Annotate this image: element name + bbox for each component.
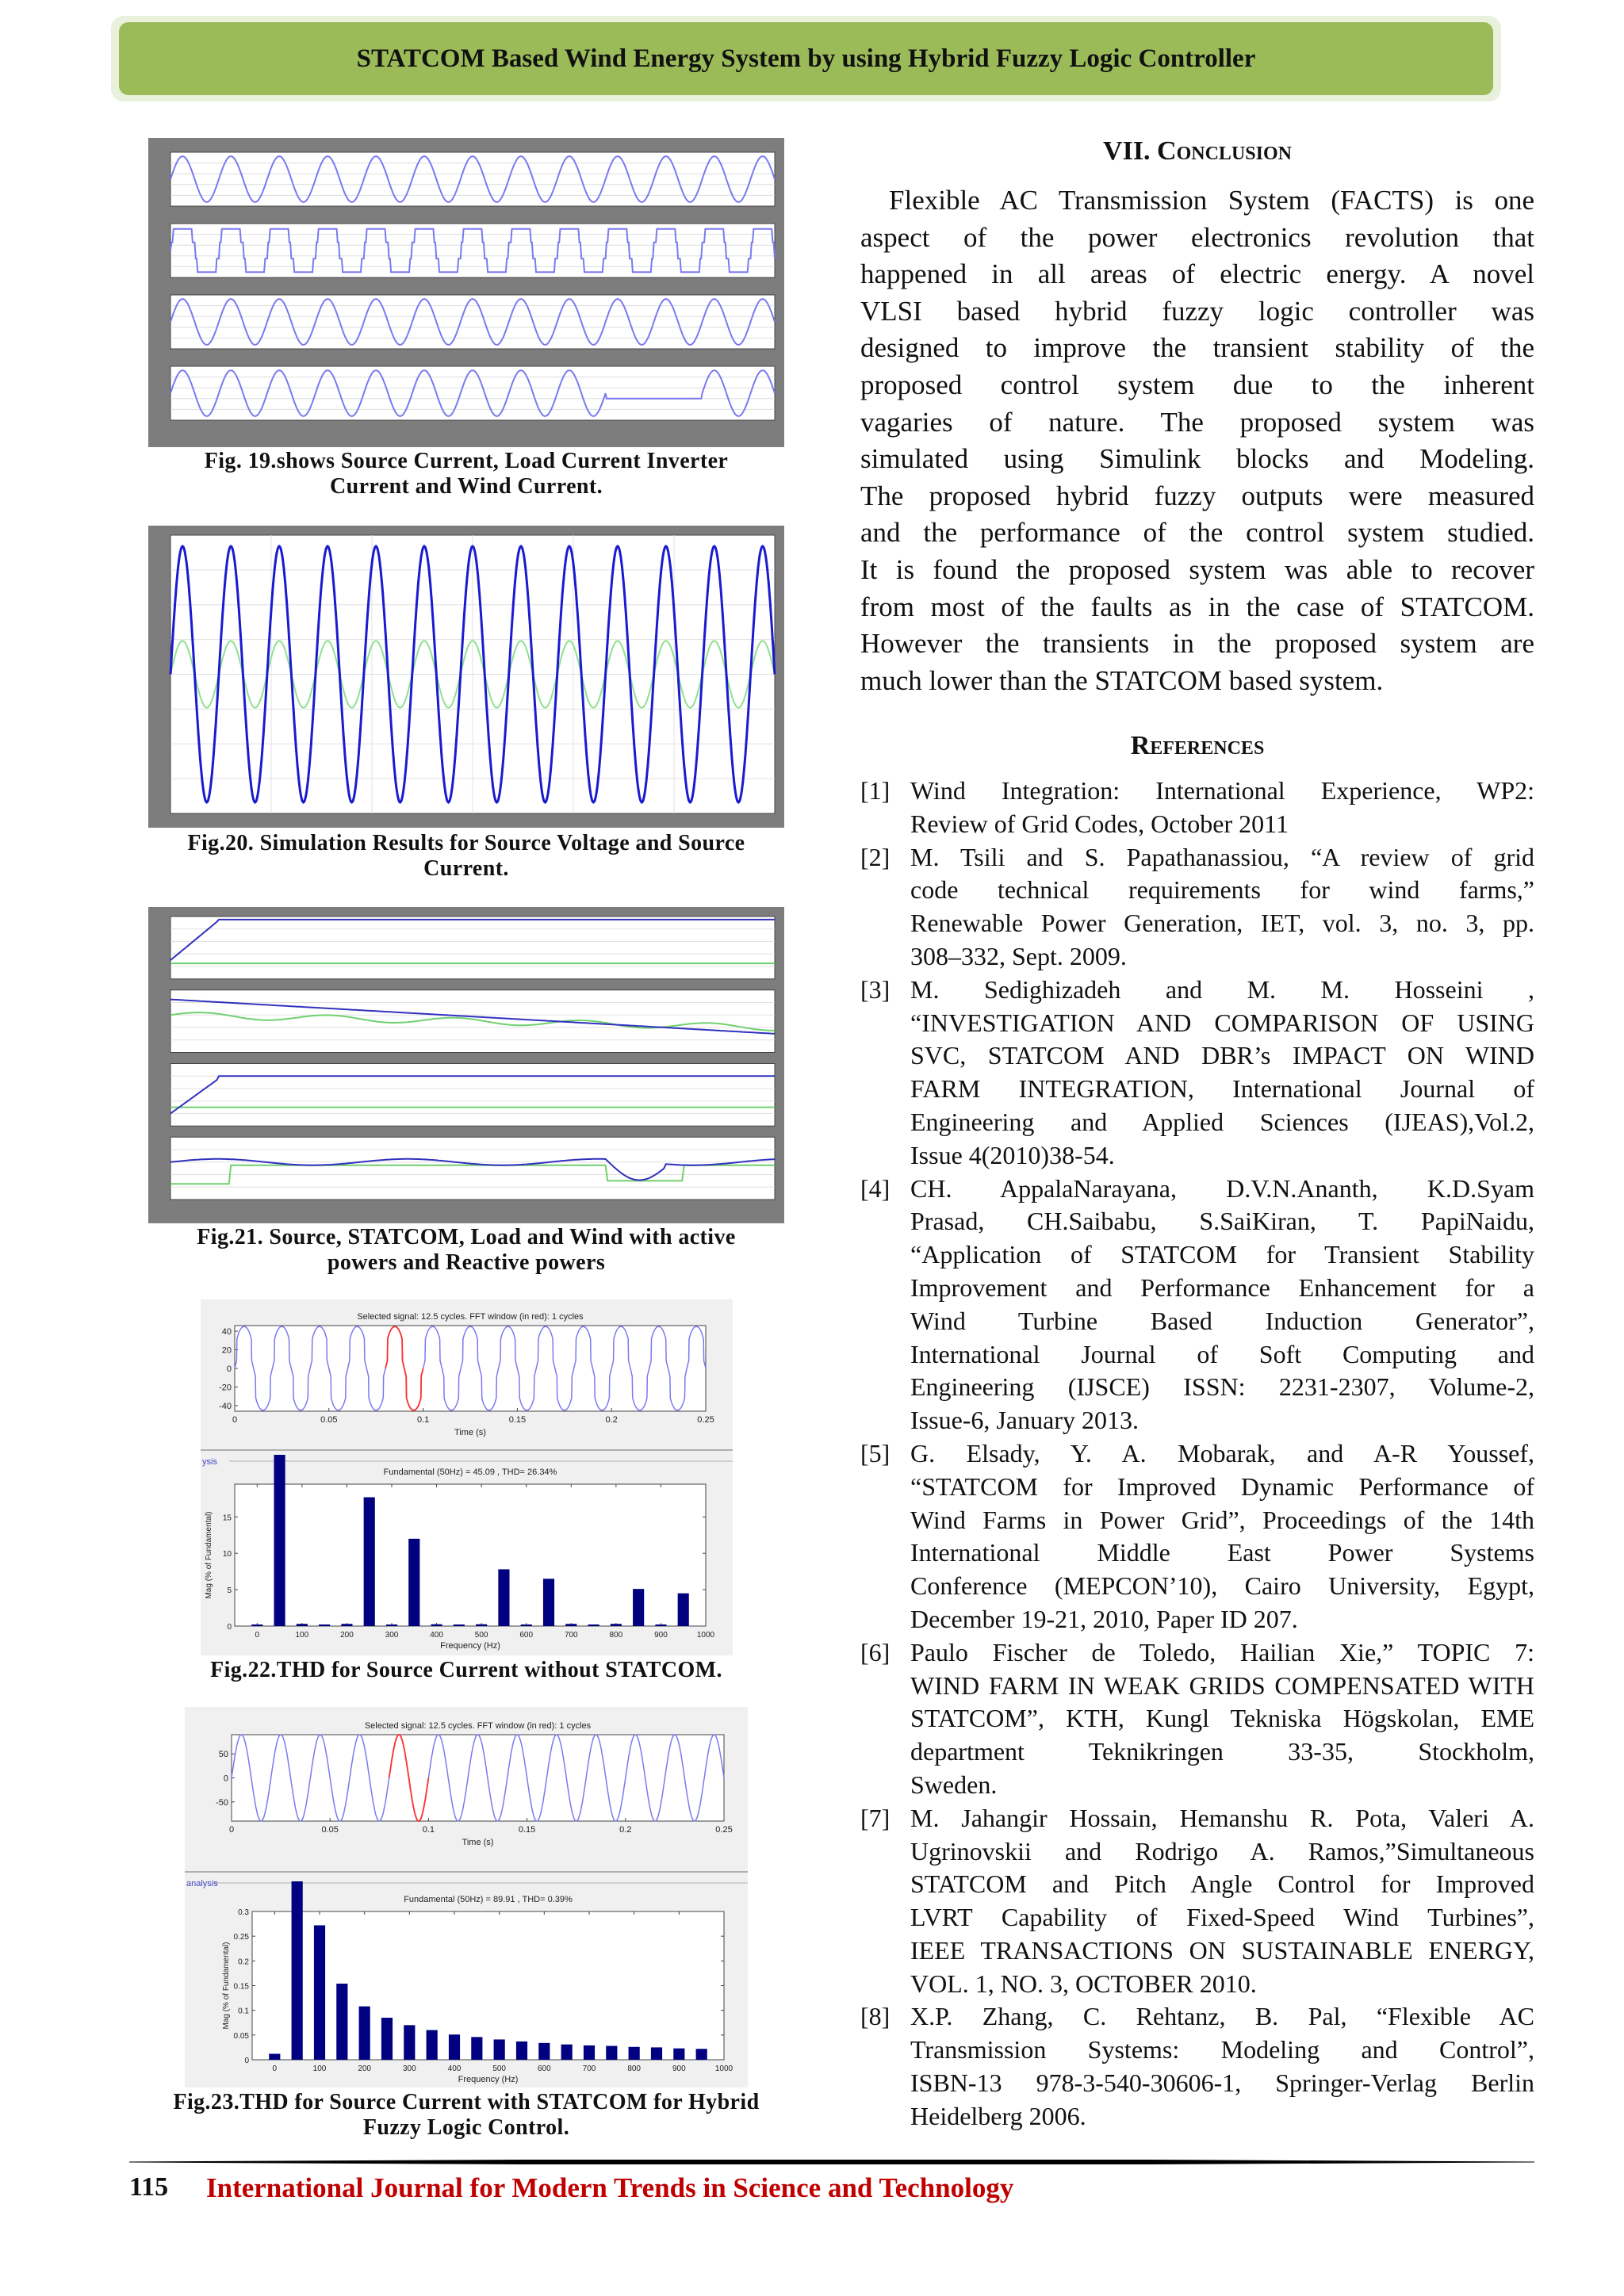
reference-line: Issue 4(2010)38-54. <box>910 1140 1115 1169</box>
y-tick-label: 15 <box>222 1513 232 1523</box>
conclusion-line: Flexible AC Transmission System (FACTS) is one <box>889 185 1534 216</box>
reference-line: X.P. Zhang, C. Rehtanz, B. Pal, “Flexible AC <box>910 2002 1534 2031</box>
plot-area <box>170 295 775 349</box>
reference-line: Improvement and Performance Enhancement for a <box>910 1272 1534 1302</box>
reference-line: December 19-21, 2010, Paper ID 207. <box>910 1604 1298 1633</box>
bar-850hz <box>651 2047 662 2060</box>
y-tick-label: 5 <box>227 1586 232 1596</box>
reference-line: Issue-6, January 2013. <box>910 1406 1139 1435</box>
caption-line: Fig.22.THD for Source Current without STATCOM. <box>210 1658 722 1682</box>
plot-area <box>170 1064 775 1127</box>
caption-line: Fig. 19.shows Source Current, Load Current Inverter <box>204 449 729 473</box>
x-tick-label: 0.25 <box>697 1415 714 1425</box>
reference-line: Paulo Fischer de Toledo, Hailian Xie,” TOPIC 7: <box>910 1637 1534 1667</box>
bar-950hz <box>678 1594 689 1626</box>
conclusion-line: The proposed hybrid fuzzy outputs were measured <box>860 480 1534 511</box>
bar-900hz <box>655 1624 666 1626</box>
plot-area <box>170 224 775 277</box>
bar-500hz <box>476 1624 487 1626</box>
x-tick-label: 0 <box>228 1825 235 1835</box>
y-tick-label: 0.15 <box>233 1982 249 1992</box>
bar-150hz <box>319 1624 330 1626</box>
bar-250hz <box>381 2018 393 2060</box>
conclusion-line: much lower than the STATCOM based system. <box>860 664 1384 696</box>
y-tick-label: 0.1 <box>238 2007 249 2016</box>
y-tick-label: 10 <box>222 1550 232 1559</box>
x-tick-label: 0 <box>255 1631 260 1640</box>
bar-50hz <box>292 1881 303 2060</box>
running-title: STATCOM Based Wind Energy System by using Hybrid Fuzzy Logic Controller <box>356 44 1256 73</box>
bar-xlabel: Frequency (Hz) <box>440 1641 500 1651</box>
header-banner <box>119 22 1493 95</box>
conclusion-line: proposed control system due to the inherent <box>860 369 1534 400</box>
reference-item <box>860 1173 1534 1437</box>
reference-line: VOL. 1, NO. 3, OCTOBER 2010. <box>910 1969 1257 1998</box>
reference-line: Engineering and Applied Sciences (IJEAS),Vol.2, <box>910 1107 1534 1136</box>
bar-300hz <box>404 2025 415 2060</box>
x-tick-label: 900 <box>672 2064 686 2073</box>
figure-20-voltage-current <box>148 526 784 828</box>
reference-line: Prasad, CH.Saibabu, S.SaiKiran, T. PapiNaidu, <box>910 1207 1534 1236</box>
reference-number: [4] <box>860 1173 891 1203</box>
x-tick-label: 1000 <box>714 2064 733 2073</box>
plot-area <box>170 152 775 206</box>
caption-line: Current. <box>423 856 509 881</box>
reference-number: [7] <box>860 1803 891 1832</box>
bar-700hz <box>584 2045 595 2060</box>
reference-item <box>860 974 1534 1173</box>
caption-line: Fuzzy Logic Control. <box>362 2115 570 2140</box>
bar-550hz <box>498 1569 509 1626</box>
figure-23-thd-with-statcom <box>185 1707 748 2087</box>
y-tick-label: 0 <box>227 1623 232 1632</box>
x-tick-label: 1000 <box>696 1631 715 1640</box>
x-tick-label: 200 <box>340 1631 354 1640</box>
y-tick-label: -20 <box>219 1383 232 1393</box>
reference-item <box>860 775 1534 841</box>
bar-250hz <box>364 1498 375 1626</box>
reference-line: “Application of STATCOM for Transient Stability <box>910 1240 1534 1269</box>
y-tick-label: 0.05 <box>233 2031 249 2041</box>
conclusion-line: aspect of the power electronics revolution that <box>860 221 1534 253</box>
x-tick-label: 0.25 <box>715 1825 733 1835</box>
reference-number: [5] <box>860 1438 891 1468</box>
reference-line: Ugrinovskii and Rodrigo A. Ramos,”Simultaneous <box>910 1836 1534 1866</box>
reference-line: Renewable Power Generation, IET, vol. 3, no. 3, pp. <box>910 909 1534 938</box>
conclusion-line: However the transients in the proposed system are <box>860 628 1534 660</box>
x-tick-label: 400 <box>430 1631 443 1640</box>
bar-200hz <box>359 2007 370 2060</box>
bar-950hz <box>696 2049 707 2060</box>
bar-900hz <box>673 2049 684 2060</box>
signal-xlabel: Time (s) <box>454 1428 486 1437</box>
reference-number: [2] <box>860 842 891 871</box>
bar-800hz <box>629 2047 640 2060</box>
caption-line: Current and Wind Current. <box>330 474 603 499</box>
x-tick-label: 600 <box>519 1631 534 1640</box>
bar-100hz <box>314 1925 325 2060</box>
conclusion-line: It is found the proposed system was able to recover <box>860 553 1534 585</box>
reference-line: STATCOM”, KTH, Kungl Tekniska Högskolan, EME <box>910 1704 1534 1733</box>
x-tick-label: 500 <box>474 1631 488 1640</box>
reference-line: Wind Turbine Based Induction Generator”, <box>910 1306 1534 1335</box>
x-tick-label: 200 <box>358 2064 372 2073</box>
conclusion-line: and the performance of the control system studied. <box>860 517 1534 549</box>
conclusion-paragraph <box>860 182 1534 699</box>
reference-line: LVRT Capability of Fixed-Speed Wind Turbines”, <box>910 1903 1534 1932</box>
x-tick-label: 900 <box>654 1631 668 1640</box>
bar-chart-title: Fundamental (50Hz) = 89.91 , THD= 0.39% <box>404 1895 573 1904</box>
x-tick-label: 100 <box>295 1631 309 1640</box>
footer-rule <box>129 2158 1534 2166</box>
y-tick-label: 0.3 <box>238 1908 249 1917</box>
reference-line: SVC, STATCOM AND DBR’s IMPACT ON WIND <box>910 1041 1534 1070</box>
reference-line: M. Tsili and S. Papathanassiou, “A review of grid <box>910 842 1534 871</box>
panel-label: analysis <box>186 1879 218 1888</box>
x-tick-label: 0.1 <box>422 1825 435 1835</box>
figure-19-current-waveforms <box>148 138 784 447</box>
figure-20-caption <box>135 831 798 882</box>
x-tick-label: 400 <box>447 2064 462 2073</box>
y-tick-label: 0 <box>223 1774 228 1784</box>
conclusion-line: from most of the faults as in the case of STATCOM. <box>860 591 1534 622</box>
x-tick-label: 0.05 <box>320 1415 338 1425</box>
plot-area <box>170 916 775 979</box>
reference-line: CH. AppalaNarayana, D.V.N.Ananth, K.D.Syam <box>910 1173 1534 1203</box>
bar-450hz <box>454 1624 465 1626</box>
bar-300hz <box>386 1624 397 1626</box>
reference-line: M. Jahangir Hossain, Hemanshu R. Pota, Valeri A. <box>910 1803 1534 1832</box>
x-tick-label: 0.05 <box>321 1825 339 1835</box>
reference-line: G. Elsady, Y. A. Mobarak, and A-R Youssef, <box>910 1438 1534 1468</box>
reference-item <box>860 1437 1534 1636</box>
signal-xlabel: Time (s) <box>462 1838 494 1847</box>
references-list <box>860 775 1534 2133</box>
bar-ylabel: Mag (% of Fundamental) <box>205 1511 213 1599</box>
conclusion-line: vagaries of nature. The proposed system was <box>860 406 1534 438</box>
bar-800hz <box>611 1624 622 1626</box>
reference-line: STATCOM and Pitch Angle Control for Improved <box>910 1869 1534 1899</box>
bar-650hz <box>561 2045 573 2060</box>
x-tick-label: 0 <box>232 1415 238 1425</box>
bar-850hz <box>633 1589 644 1626</box>
bar-450hz <box>471 2037 482 2060</box>
bar-100hz <box>297 1624 308 1626</box>
y-tick-label: 20 <box>221 1345 232 1356</box>
reference-line: Sweden. <box>910 1770 998 1799</box>
signal-title: Selected signal: 12.5 cycles. FFT window (in red): 1 cycles <box>357 1312 584 1322</box>
reference-line: WIND FARM IN WEAK GRIDS COMPENSATED WITH <box>910 1670 1534 1700</box>
y-tick-label: -50 <box>216 1797 228 1808</box>
x-tick-label: 700 <box>564 1631 578 1640</box>
bar-500hz <box>494 2039 505 2060</box>
bar-550hz <box>516 2042 527 2060</box>
x-tick-label: 300 <box>402 2064 416 2073</box>
reference-line: Transmission Systems: Modeling and Control”, <box>910 2035 1534 2064</box>
conclusion-line: happened in all areas of electric energy. A novel <box>860 258 1534 290</box>
conclusion-line: VLSI based hybrid fuzzy logic controller was <box>860 295 1534 327</box>
y-tick-label: -40 <box>219 1401 232 1411</box>
reference-line: Engineering (IJSCE) ISSN: 2231-2307, Volume-2, <box>910 1372 1534 1402</box>
bar-150hz <box>336 1984 347 2060</box>
bar-400hz <box>449 2034 460 2060</box>
x-tick-label: 0.2 <box>619 1825 632 1835</box>
reference-number: [8] <box>860 2002 891 2031</box>
y-tick-label: 0.2 <box>238 1957 249 1967</box>
y-tick-label: 0.25 <box>233 1933 249 1942</box>
figure-22-thd-without-statcom <box>201 1299 733 1655</box>
bar-0hz <box>251 1624 262 1626</box>
figure-19-caption <box>148 449 784 499</box>
caption-line: powers and Reactive powers <box>327 1250 606 1275</box>
reference-line: “STATCOM for Improved Dynamic Performance of <box>910 1471 1534 1501</box>
x-tick-label: 800 <box>627 2064 642 2073</box>
bar-xlabel: Frequency (Hz) <box>458 2075 519 2084</box>
x-tick-label: 0.15 <box>508 1415 527 1425</box>
reference-line: code technical requirements for wind farms,” <box>910 875 1534 905</box>
reference-line: ISBN-13 978-3-540-30606-1, Springer-Verlag Berlin <box>910 2068 1534 2098</box>
caption-line: Fig.20. Simulation Results for Source Voltage and Source <box>187 831 745 855</box>
reference-line: Wind Integration: International Experience, WP2: <box>910 776 1534 805</box>
reference-line: Wind Farms in Power Grid”, Proceedings of the 14th <box>910 1505 1534 1534</box>
bar-chart-title: Fundamental (50Hz) = 45.09 , THD= 26.34% <box>383 1468 557 1477</box>
page-number: 115 <box>129 2172 169 2202</box>
bar-650hz <box>543 1578 554 1626</box>
reference-line: Conference (MEPCON’10), Cairo University, Egypt, <box>910 1571 1534 1601</box>
bar-350hz <box>427 2030 438 2060</box>
bar-0hz <box>269 2054 280 2060</box>
reference-line: 308–332, Sept. 2009. <box>910 941 1127 970</box>
reference-number: [1] <box>860 776 891 805</box>
reference-item <box>860 2000 1534 2133</box>
reference-number: [6] <box>860 1637 891 1667</box>
x-tick-label: 0.1 <box>416 1415 430 1425</box>
reference-item <box>860 1636 1534 1802</box>
y-tick-label: 0 <box>226 1364 232 1374</box>
y-tick-label: 40 <box>221 1327 232 1337</box>
bar-600hz <box>538 2043 550 2060</box>
x-tick-label: 100 <box>312 2064 327 2073</box>
x-tick-label: 300 <box>385 1631 399 1640</box>
figure-23-caption <box>135 2090 798 2141</box>
bar-50hz <box>274 1455 285 1626</box>
bar-750hz <box>606 2046 617 2060</box>
reference-line: department Teknikringen 33-35, Stockholm, <box>910 1737 1534 1766</box>
figure-21-caption <box>148 1225 784 1276</box>
signal-axes <box>235 1326 706 1411</box>
plot-area <box>170 366 775 420</box>
y-tick-label: 0 <box>244 2057 249 2065</box>
figure-22-caption <box>135 1658 798 1683</box>
reference-item <box>860 1802 1534 2001</box>
reference-line: IEEE TRANSACTIONS ON SUSTAINABLE ENERGY, <box>910 1935 1534 1965</box>
x-tick-label: 800 <box>609 1631 623 1640</box>
bar-600hz <box>521 1624 532 1626</box>
x-tick-label: 600 <box>537 2064 551 2073</box>
bar-750hz <box>588 1624 599 1626</box>
caption-line: Fig.21. Source, STATCOM, Load and Wind with active <box>197 1225 736 1249</box>
reference-line: FARM INTEGRATION, International Journal of <box>910 1074 1534 1104</box>
bar-ylabel: Mag (% of Fundamental) <box>222 1942 231 2030</box>
reference-line: Heidelberg 2006. <box>910 2101 1086 2130</box>
reference-line: “INVESTIGATION AND COMPARISON OF USING <box>910 1008 1534 1037</box>
x-tick-label: 0 <box>272 2064 278 2073</box>
bar-700hz <box>565 1624 576 1626</box>
journal-name: International Journal for Modern Trends in Science and Technology <box>206 2172 1014 2203</box>
references-heading: References <box>1130 731 1265 760</box>
y-tick-label: 50 <box>218 1750 228 1760</box>
conclusion-line: designed to improve the transient stability of the <box>860 332 1534 364</box>
figure-21-powers <box>148 907 784 1223</box>
x-tick-label: 700 <box>582 2064 596 2073</box>
conclusion-line: simulated using Simulink blocks and Modeling. <box>860 443 1534 475</box>
caption-line: Fig.23.THD for Source Current with STATCOM for Hybrid <box>173 2090 760 2114</box>
signal-title: Selected signal: 12.5 cycles. FFT window (in red): 1 cycles <box>364 1721 592 1731</box>
plot-area <box>170 990 775 1053</box>
bar-350hz <box>408 1539 419 1626</box>
reference-line: International Journal of Soft Computing and <box>910 1339 1534 1368</box>
reference-line: International Middle East Power Systems <box>910 1538 1534 1567</box>
panel-label: ysis <box>202 1457 217 1467</box>
reference-line: M. Sedighizadeh and M. M. Hosseini , <box>910 974 1534 1004</box>
bar-400hz <box>431 1624 442 1626</box>
x-tick-label: 500 <box>492 2064 507 2073</box>
reference-number: [3] <box>860 974 891 1004</box>
reference-line: Review of Grid Codes, October 2011 <box>910 809 1289 838</box>
x-tick-label: 0.15 <box>518 1825 536 1835</box>
reference-item <box>860 841 1534 974</box>
x-tick-label: 0.2 <box>605 1415 618 1425</box>
conclusion-heading: VII. Conclusion <box>1103 136 1292 166</box>
bar-200hz <box>341 1624 352 1626</box>
